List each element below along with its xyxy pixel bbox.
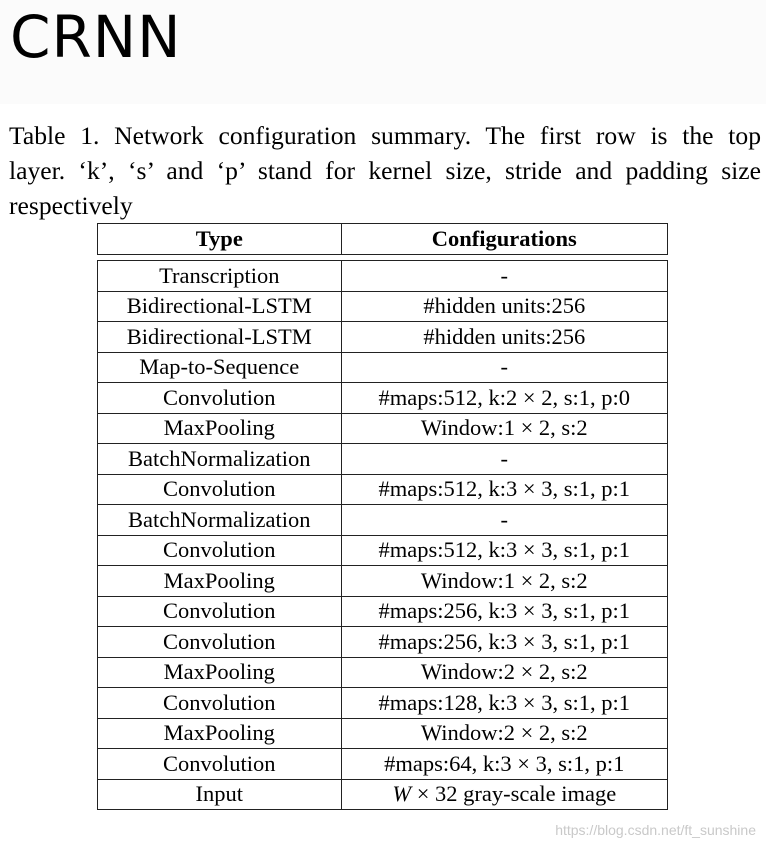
cell-config: W × 32 gray-scale image bbox=[341, 779, 667, 810]
cell-type: Convolution bbox=[98, 749, 342, 780]
cell-config: - bbox=[341, 505, 667, 536]
cell-config: Window:1 × 2, s:2 bbox=[341, 413, 667, 444]
table-header-row bbox=[98, 224, 668, 255]
table-row bbox=[98, 566, 668, 597]
cell-config: Window:2 × 2, s:2 bbox=[341, 718, 667, 749]
cell-config: #maps:128, k:3 × 3, s:1, p:1 bbox=[341, 688, 667, 719]
table-row bbox=[98, 535, 668, 566]
cell-config: #maps:512, k:3 × 3, s:1, p:1 bbox=[341, 474, 667, 505]
caption-line-3: respectively bbox=[9, 191, 133, 220]
table-row bbox=[98, 413, 668, 444]
cell-type: Bidirectional-LSTM bbox=[98, 291, 342, 322]
table-row bbox=[98, 444, 668, 475]
cell-type: Transcription bbox=[98, 261, 342, 292]
cell-type: Input bbox=[98, 779, 342, 810]
table-caption bbox=[9, 118, 761, 223]
cell-config: - bbox=[341, 352, 667, 383]
table-row bbox=[98, 627, 668, 658]
caption-line-2: layer. ‘k’, ‘s’ and ‘p’ stand for kernel size, stride and padding size bbox=[9, 156, 761, 185]
cell-type: BatchNormalization bbox=[98, 444, 342, 475]
cell-config: Window:2 × 2, s:2 bbox=[341, 657, 667, 688]
table-row bbox=[98, 383, 668, 414]
table-row bbox=[98, 779, 668, 810]
cell-type: Convolution bbox=[98, 383, 342, 414]
table-row bbox=[98, 718, 668, 749]
header-type: Type bbox=[98, 224, 342, 255]
table-row bbox=[98, 261, 668, 292]
table-row bbox=[98, 505, 668, 536]
cell-type: Convolution bbox=[98, 627, 342, 658]
watermark-url: https://blog.csdn.net/ft_sunshine bbox=[555, 822, 756, 838]
page-title: CRNN bbox=[10, 3, 182, 71]
cell-config: #maps:64, k:3 × 3, s:1, p:1 bbox=[341, 749, 667, 780]
network-config-table bbox=[97, 223, 668, 810]
cell-config: - bbox=[341, 444, 667, 475]
cell-config: #maps:256, k:3 × 3, s:1, p:1 bbox=[341, 627, 667, 658]
table-row bbox=[98, 688, 668, 719]
cell-type: BatchNormalization bbox=[98, 505, 342, 536]
table-row bbox=[98, 749, 668, 780]
math-variable-w: W bbox=[392, 781, 412, 807]
cell-type: Convolution bbox=[98, 596, 342, 627]
cell-type: Map-to-Sequence bbox=[98, 352, 342, 383]
header-configurations: Configurations bbox=[341, 224, 667, 255]
cell-type: Convolution bbox=[98, 474, 342, 505]
table-row bbox=[98, 352, 668, 383]
cell-type: MaxPooling bbox=[98, 566, 342, 597]
cell-config: #maps:512, k:2 × 2, s:1, p:0 bbox=[341, 383, 667, 414]
cell-config: #hidden units:256 bbox=[341, 291, 667, 322]
cell-type: MaxPooling bbox=[98, 413, 342, 444]
table-row bbox=[98, 291, 668, 322]
cell-config: #maps:256, k:3 × 3, s:1, p:1 bbox=[341, 596, 667, 627]
cell-type: MaxPooling bbox=[98, 657, 342, 688]
caption-line-1: Table 1. Network configuration summary. The first row is the top bbox=[9, 121, 761, 150]
cell-config: #maps:512, k:3 × 3, s:1, p:1 bbox=[341, 535, 667, 566]
table-row bbox=[98, 474, 668, 505]
table-row bbox=[98, 657, 668, 688]
cell-type: Convolution bbox=[98, 535, 342, 566]
cell-type: Bidirectional-LSTM bbox=[98, 322, 342, 353]
table-row bbox=[98, 322, 668, 353]
cell-config: Window:1 × 2, s:2 bbox=[341, 566, 667, 597]
cell-type: Convolution bbox=[98, 688, 342, 719]
cell-config: - bbox=[341, 261, 667, 292]
cell-config: #hidden units:256 bbox=[341, 322, 667, 353]
table-row bbox=[98, 596, 668, 627]
cell-type: MaxPooling bbox=[98, 718, 342, 749]
